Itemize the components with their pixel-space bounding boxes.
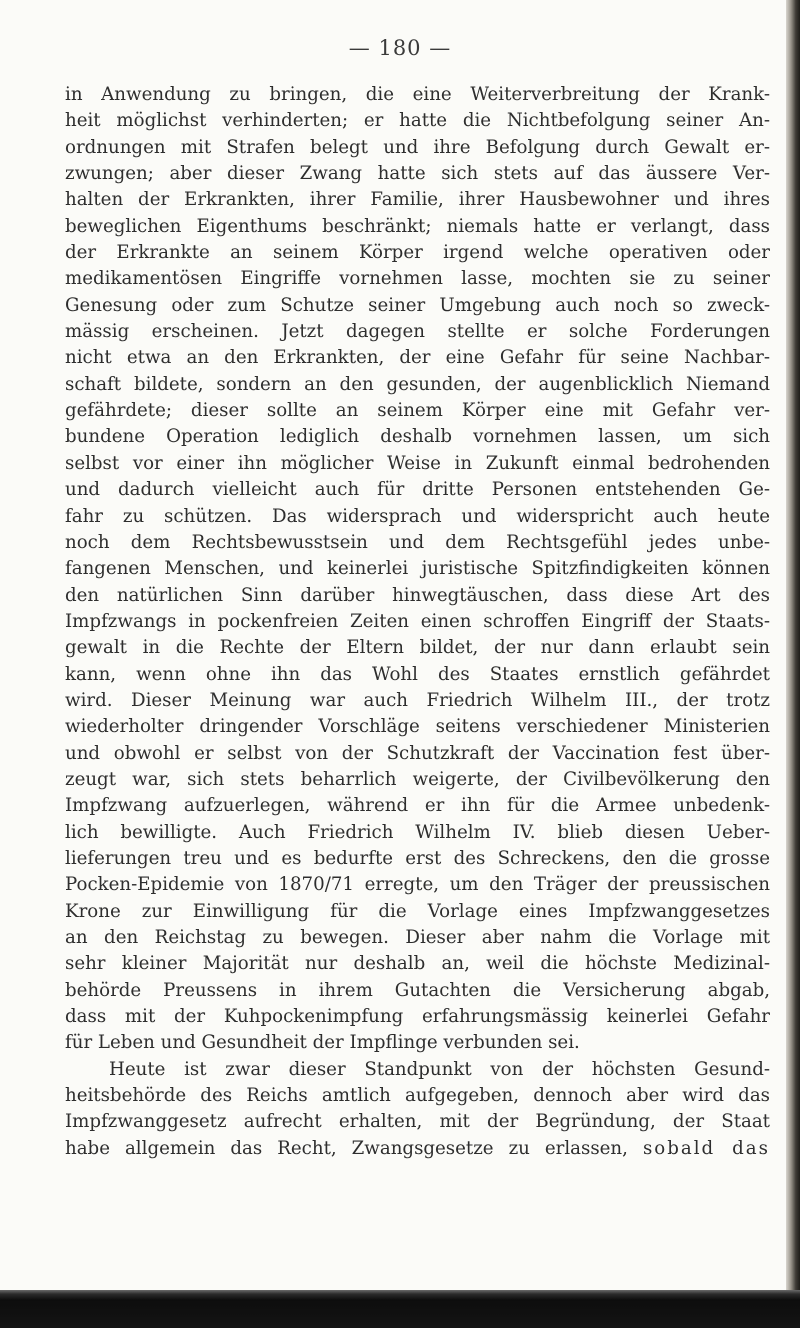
text-line: heit möglichst verhinderten; er hatte die Nichtbefolgung seiner An- [65,110,770,132]
text-line: selbst vor einer ihn möglicher Weise in Zukunft einmal bedrohenden [65,452,770,474]
text-line: und obwohl er selbst von der Schutzkraft der Vaccination fest über- [65,742,770,764]
text-line: zwungen; aber dieser Zwang hatte sich stets auf das äussere Ver- [65,163,770,185]
text-line: kann, wenn ohne ihn das Wohl des Staates ernstlich gefährdet [65,663,770,685]
text-line: Impfzwangs in pockenfreien Zeiten einen schroffen Eingriff der Staats- [65,610,770,632]
text-line: lieferungen treu und es bedurfte erst des Schreckens, den die grosse [65,847,770,869]
text-line: zeugt war, sich stets beharrlich weigerte, der Civilbevölkerung den [65,768,770,790]
text-line: Pocken-Epidemie von 1870/71 erregte, um den Träger der preussischen [65,874,770,896]
final-line-text: habe allgemein das Recht, Zwangsgesetze zu erlassen, [65,1137,628,1159]
text-line: an den Reichstag zu bewegen. Dieser aber nahm die Vorlage mit [65,927,770,948]
text-line: und dadurch vielleicht auch für dritte Personen entstehenden Ge- [65,479,770,501]
text-line: schaft bildete, sondern an den gesunden, der augenblicklich Niemand [65,373,770,395]
final-line [65,1136,770,1162]
text-line: wird. Dieser Meinung war auch Friedrich Wilhelm III., der trotz [65,689,770,711]
text-line: Genesung oder zum Schutze seiner Umgebung auch noch so zweck- [65,294,770,316]
body-text [65,82,770,1162]
text-line: den natürlichen Sinn darüber hinwegtäuschen, dass diese Art des [65,584,770,606]
text-line: behörde Preussens in ihrem Gutachten die Versicherung abgab, [65,979,770,1001]
text-line: beweglichen Eigenthums beschränkt; niemals hatte er verlangt, dass [65,215,770,237]
page-edge-shadow [786,0,800,1328]
text-line: fangenen Menschen, und keinerlei juristische Spitzfindigkeiten können [65,558,770,580]
paragraph-start-line: Heute ist zwar dieser Standpunkt von der höchsten Gesund- [109,1058,770,1080]
text-line: wiederholter dringender Vorschläge seitens verschiedener Ministerien [65,716,770,738]
text-line: ordnungen mit Strafen belegt und ihre Befolgung durch Gewalt er- [65,136,770,158]
text-line: lich bewilligte. Auch Friedrich Wilhelm IV. blieb diesen Ueber- [65,821,770,843]
text-line: Impfzwang aufzuerlegen, während er ihn für die Armee unbedenk- [65,795,770,817]
text-line: Impfzwanggesetz aufrecht erhalten, mit der Begründung, der Staat [65,1111,770,1133]
text-line: halten der Erkrankten, ihrer Familie, ihrer Hausbewohner und ihres [65,189,770,211]
text-line: nicht etwa an den Erkrankten, der eine Gefahr für seine Nachbar- [65,347,770,369]
text-line: bundene Operation lediglich deshalb vornehmen lassen, um sich [65,426,770,448]
text-line: Krone zur Einwilligung für die Vorlage eines Impfzwanggesetzes [65,900,770,922]
text-line: gewalt in die Rechte der Eltern bildet, der nur dann erlaubt sein [65,637,770,659]
text-line: fahr zu schützen. Das widersprach und widerspricht auch heute [65,505,770,527]
text-line: dass mit der Kuhpockenimpfung erfahrungsmässig keinerlei Gefahr [65,1006,770,1028]
text-line: heitsbehörde des Reichs amtlich aufgegeben, dennoch aber wird das [65,1085,770,1107]
text-line: in Anwendung zu bringen, die eine Weiterverbreitung der Krank- [65,84,770,105]
emphasized-words: sobald das [642,1137,770,1159]
text-line: noch dem Rechtsbewusstsein und dem Rechtsgefühl jedes unbe- [65,531,770,553]
text-line: sehr kleiner Majorität nur deshalb an, weil die höchste Medizinal- [65,953,770,975]
page-number: — 180 — [348,36,452,60]
scan-bottom-band [0,1290,800,1328]
text-line: der Erkrankte an seinem Körper irgend welche operativen oder [65,242,770,264]
text-line: mässig erscheinen. Jetzt dagegen stellte er solche Forderungen [65,321,770,343]
text-line: medikamentösen Eingriffe vornehmen lasse, mochten sie zu seiner [65,268,770,290]
text-line: gefährdete; dieser sollte an seinem Körper eine mit Gefahr ver- [65,400,770,422]
paragraph-end-line: für Leben und Gesundheit der Impflinge verbunden sei. [65,1032,580,1054]
